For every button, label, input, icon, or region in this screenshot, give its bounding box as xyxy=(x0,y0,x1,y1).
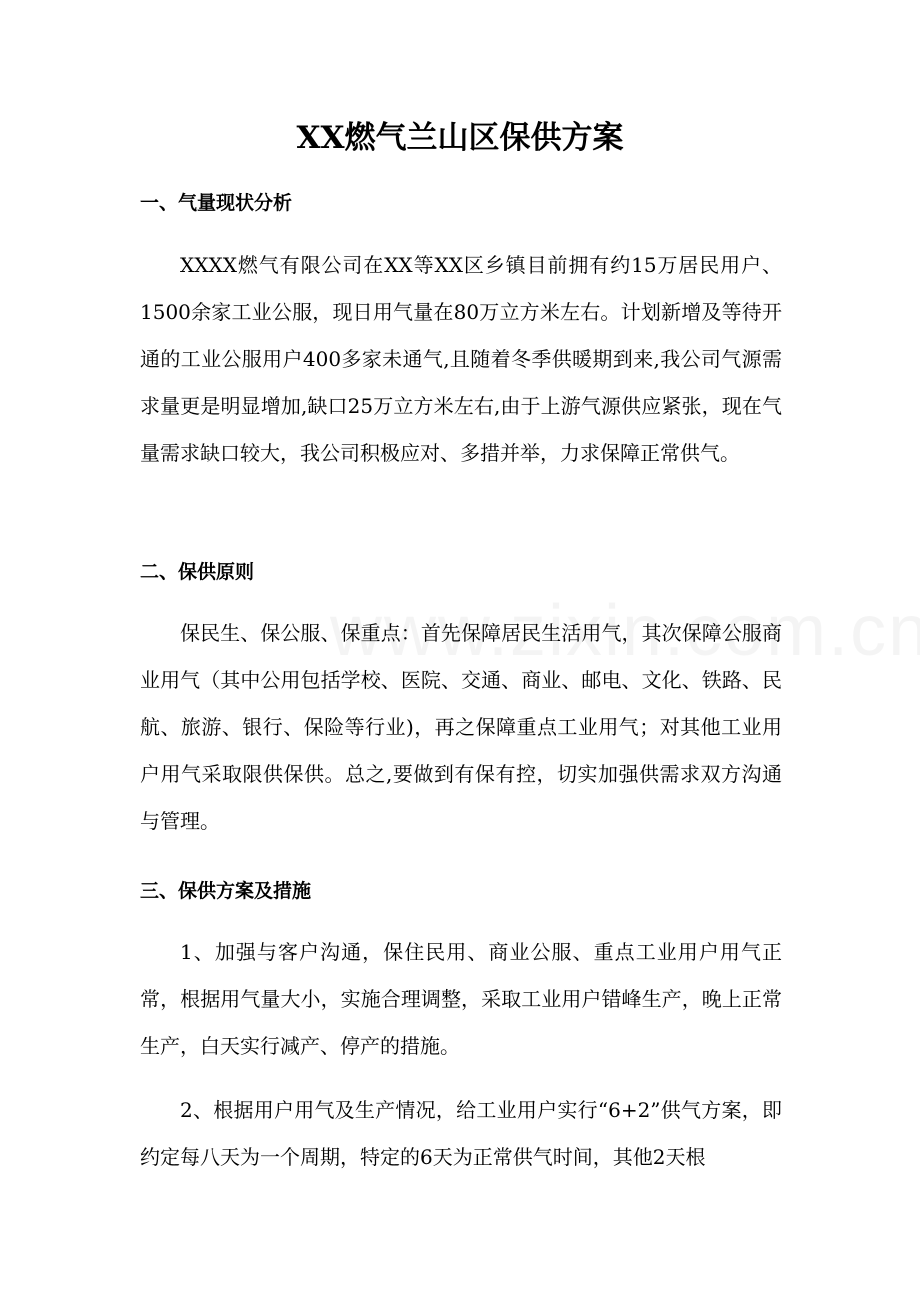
section-3-paragraph-1: 1、加强与客户沟通，保住民用、商业公服、重点工业用户用气正常，根据用气量大小，实施合理调整，采取工业用户错峰生产，晚上正常生产，白天实行减产、停产的措施。 xyxy=(140,940,782,1058)
document-title: XX燃气兰山区保供方案 xyxy=(296,120,624,156)
section-1-paragraph-1: XXXX燃气有限公司在XX等XX区乡镇目前拥有约15万居民用户、1500余家工业公服，现日用气量在80万立方米左右。计划新增及等待开通的工业公服用户400多家未通气,且随着冬季供暖期到来,我公司气源需求量更是明显增加,缺口25万立方米左右,由于上游气源供应紧张，现在气量需求缺口较大，我公司积极应对、多措并举，力求保障正常供气。 xyxy=(140,253,782,465)
section-heading-2: 二、保供原则 xyxy=(140,561,255,583)
section-heading-1: 一、气量现状分析 xyxy=(140,192,293,214)
section-2-paragraph-1: 保民生、保公服、保重点：首先保障居民生活用气，其次保障公服商业用气（其中公用包括学校、医院、交通、商业、邮电、文化、铁路、民航、旅游、银行、保险等行业)，再之保障重点工业用气；对其他工业用户用气采取限供保供。总之,要做到有保有控，切实加强供需求双方沟通与管理。 xyxy=(140,621,782,833)
section-heading-3: 三、保供方案及措施 xyxy=(140,880,312,902)
section-3-paragraph-2: 2、根据用户用气及生产情况，给工业用户实行“6+2”供气方案，即约定每八天为一个周期，特定的6天为正常供气时间，其他2天根 xyxy=(140,1098,782,1169)
